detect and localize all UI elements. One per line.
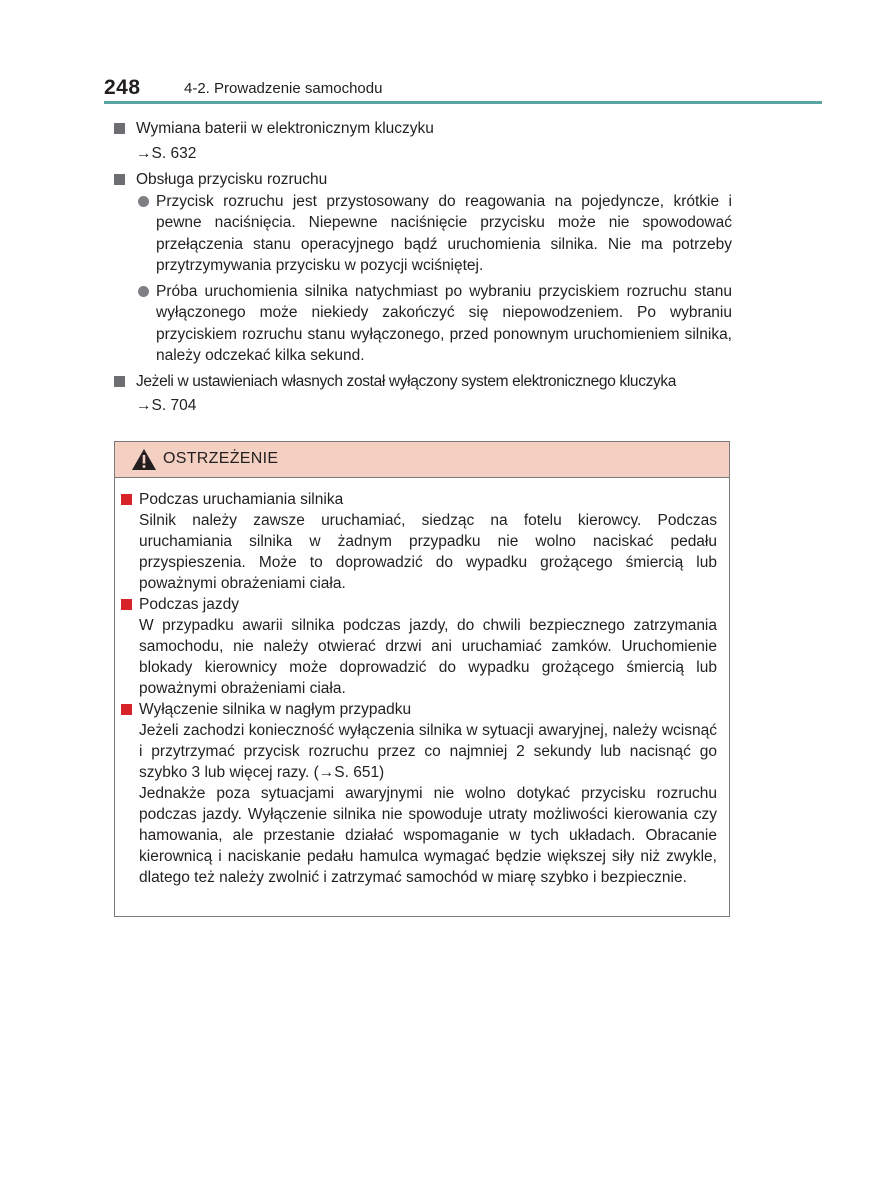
section-heading xyxy=(114,371,732,393)
circle-bullet-icon xyxy=(138,286,149,297)
warning-item-heading-text: Podczas uruchamiania silnika xyxy=(139,491,344,508)
header-rule xyxy=(104,101,822,104)
warning-box xyxy=(114,441,730,917)
warning-label: OSTRZEŻENIE xyxy=(163,450,279,467)
circle-bullet-icon xyxy=(138,196,149,207)
red-square-icon xyxy=(121,494,132,505)
bullet-text: Próba uruchomienia silnika natychmiast po wybraniu przyciskiem rozruchu stanu wyłączonego może niekiedy zakończyć się niepowodzeniem. Po wybraniu przyciskiem rozruchu stanu wyłączonego, przed ponownym uruchomieniem silnika, należy odczekać kilka sekund. xyxy=(156,282,732,364)
warning-item-heading xyxy=(121,489,717,510)
square-bullet-icon xyxy=(114,174,125,185)
warning-item-heading-text: Podczas jazdy xyxy=(139,596,239,613)
bullet-text: Przycisk rozruchu jest przystosowany do reagowania na pojedyncze, krótkie i pewne naciśnięcia. Niepewne naciśnięcie przycisku może nie spowodować przełączenia stanu operacyjnego bądź uruchomienia silnika. Nie ma potrzeby przytrzymywania przycisku w pozycji wciśniętej. xyxy=(156,192,732,274)
section-heading-text: Wymiana baterii w elektronicznym kluczyku xyxy=(136,120,434,137)
page-reference: →S. 704 xyxy=(136,397,197,414)
warning-item-text: Jednakże poza sytuacjami awaryjnymi nie wolno dotykać przycisku rozruchu podczas jazdy. Wyłączenie silnika nie spowoduje utraty możliwości kierowania czy hamowania, ale przestanie działać wspomaganie w tych układach. Obracanie kierownicą i naciskanie pedału hamulca wymagać będzie większej siły niż zwykle, dlatego też należy zwolnić i zatrzymać samochód w miarę szybko i bezpiecznie. xyxy=(139,785,717,886)
warning-item-text: W przypadku awarii silnika podczas jazdy, do chwili bezpiecznego zatrzymania samochodu, nie należy otwierać drzwi ani uruchamiać zamków. Uruchomienie blokady kierownicy może doprowadzić do wypadku grożącego śmiercią lub poważnymi obrażeniami ciała. xyxy=(139,617,717,697)
warning-item-heading xyxy=(121,594,717,615)
warning-item-heading xyxy=(121,699,717,720)
bullet-item xyxy=(114,281,732,367)
warning-triangle-icon xyxy=(131,448,157,471)
section-heading-text: Obsługa przycisku rozruchu xyxy=(136,171,328,188)
square-bullet-icon xyxy=(114,376,125,387)
bullet-item xyxy=(114,191,732,277)
warning-item-heading-text: Wyłączenie silnika w nagłym przypadku xyxy=(139,701,412,718)
main-content xyxy=(114,118,732,422)
square-bullet-icon xyxy=(114,123,125,134)
section-heading xyxy=(114,169,732,191)
section-title: 4-2. Prowadzenie samochodu xyxy=(184,80,383,97)
warning-item-text: Jeżeli zachodzi konieczność wyłączenia silnika w sytuacji awaryjnej, należy wcisnąć i przytrzymać przycisk rozruchu przez co najmniej 2 sekundy lub nacisnąć go szybko 3 lub więcej razy. (→S. 651) xyxy=(139,722,717,781)
page-header xyxy=(104,74,822,104)
page-number: 248 xyxy=(104,76,141,99)
section-heading-text: Jeżeli w ustawieniach własnych został wyłączony system elektronicznego kluczyka xyxy=(136,372,677,390)
page-reference: →S. 632 xyxy=(136,144,197,162)
warning-header xyxy=(115,442,729,478)
section-heading xyxy=(114,118,732,140)
red-square-icon xyxy=(121,599,132,610)
warning-body xyxy=(121,489,717,888)
warning-item-text: Silnik należy zawsze uruchamiać, siedząc na fotelu kierowcy. Podczas uruchamiania silnika w żadnym przypadku nie wolno naciskać pedału przyspieszenia. Może to doprowadzić do wypadku grożącego śmiercią lub poważnymi obrażeniami ciała. xyxy=(139,512,717,592)
red-square-icon xyxy=(121,704,132,715)
